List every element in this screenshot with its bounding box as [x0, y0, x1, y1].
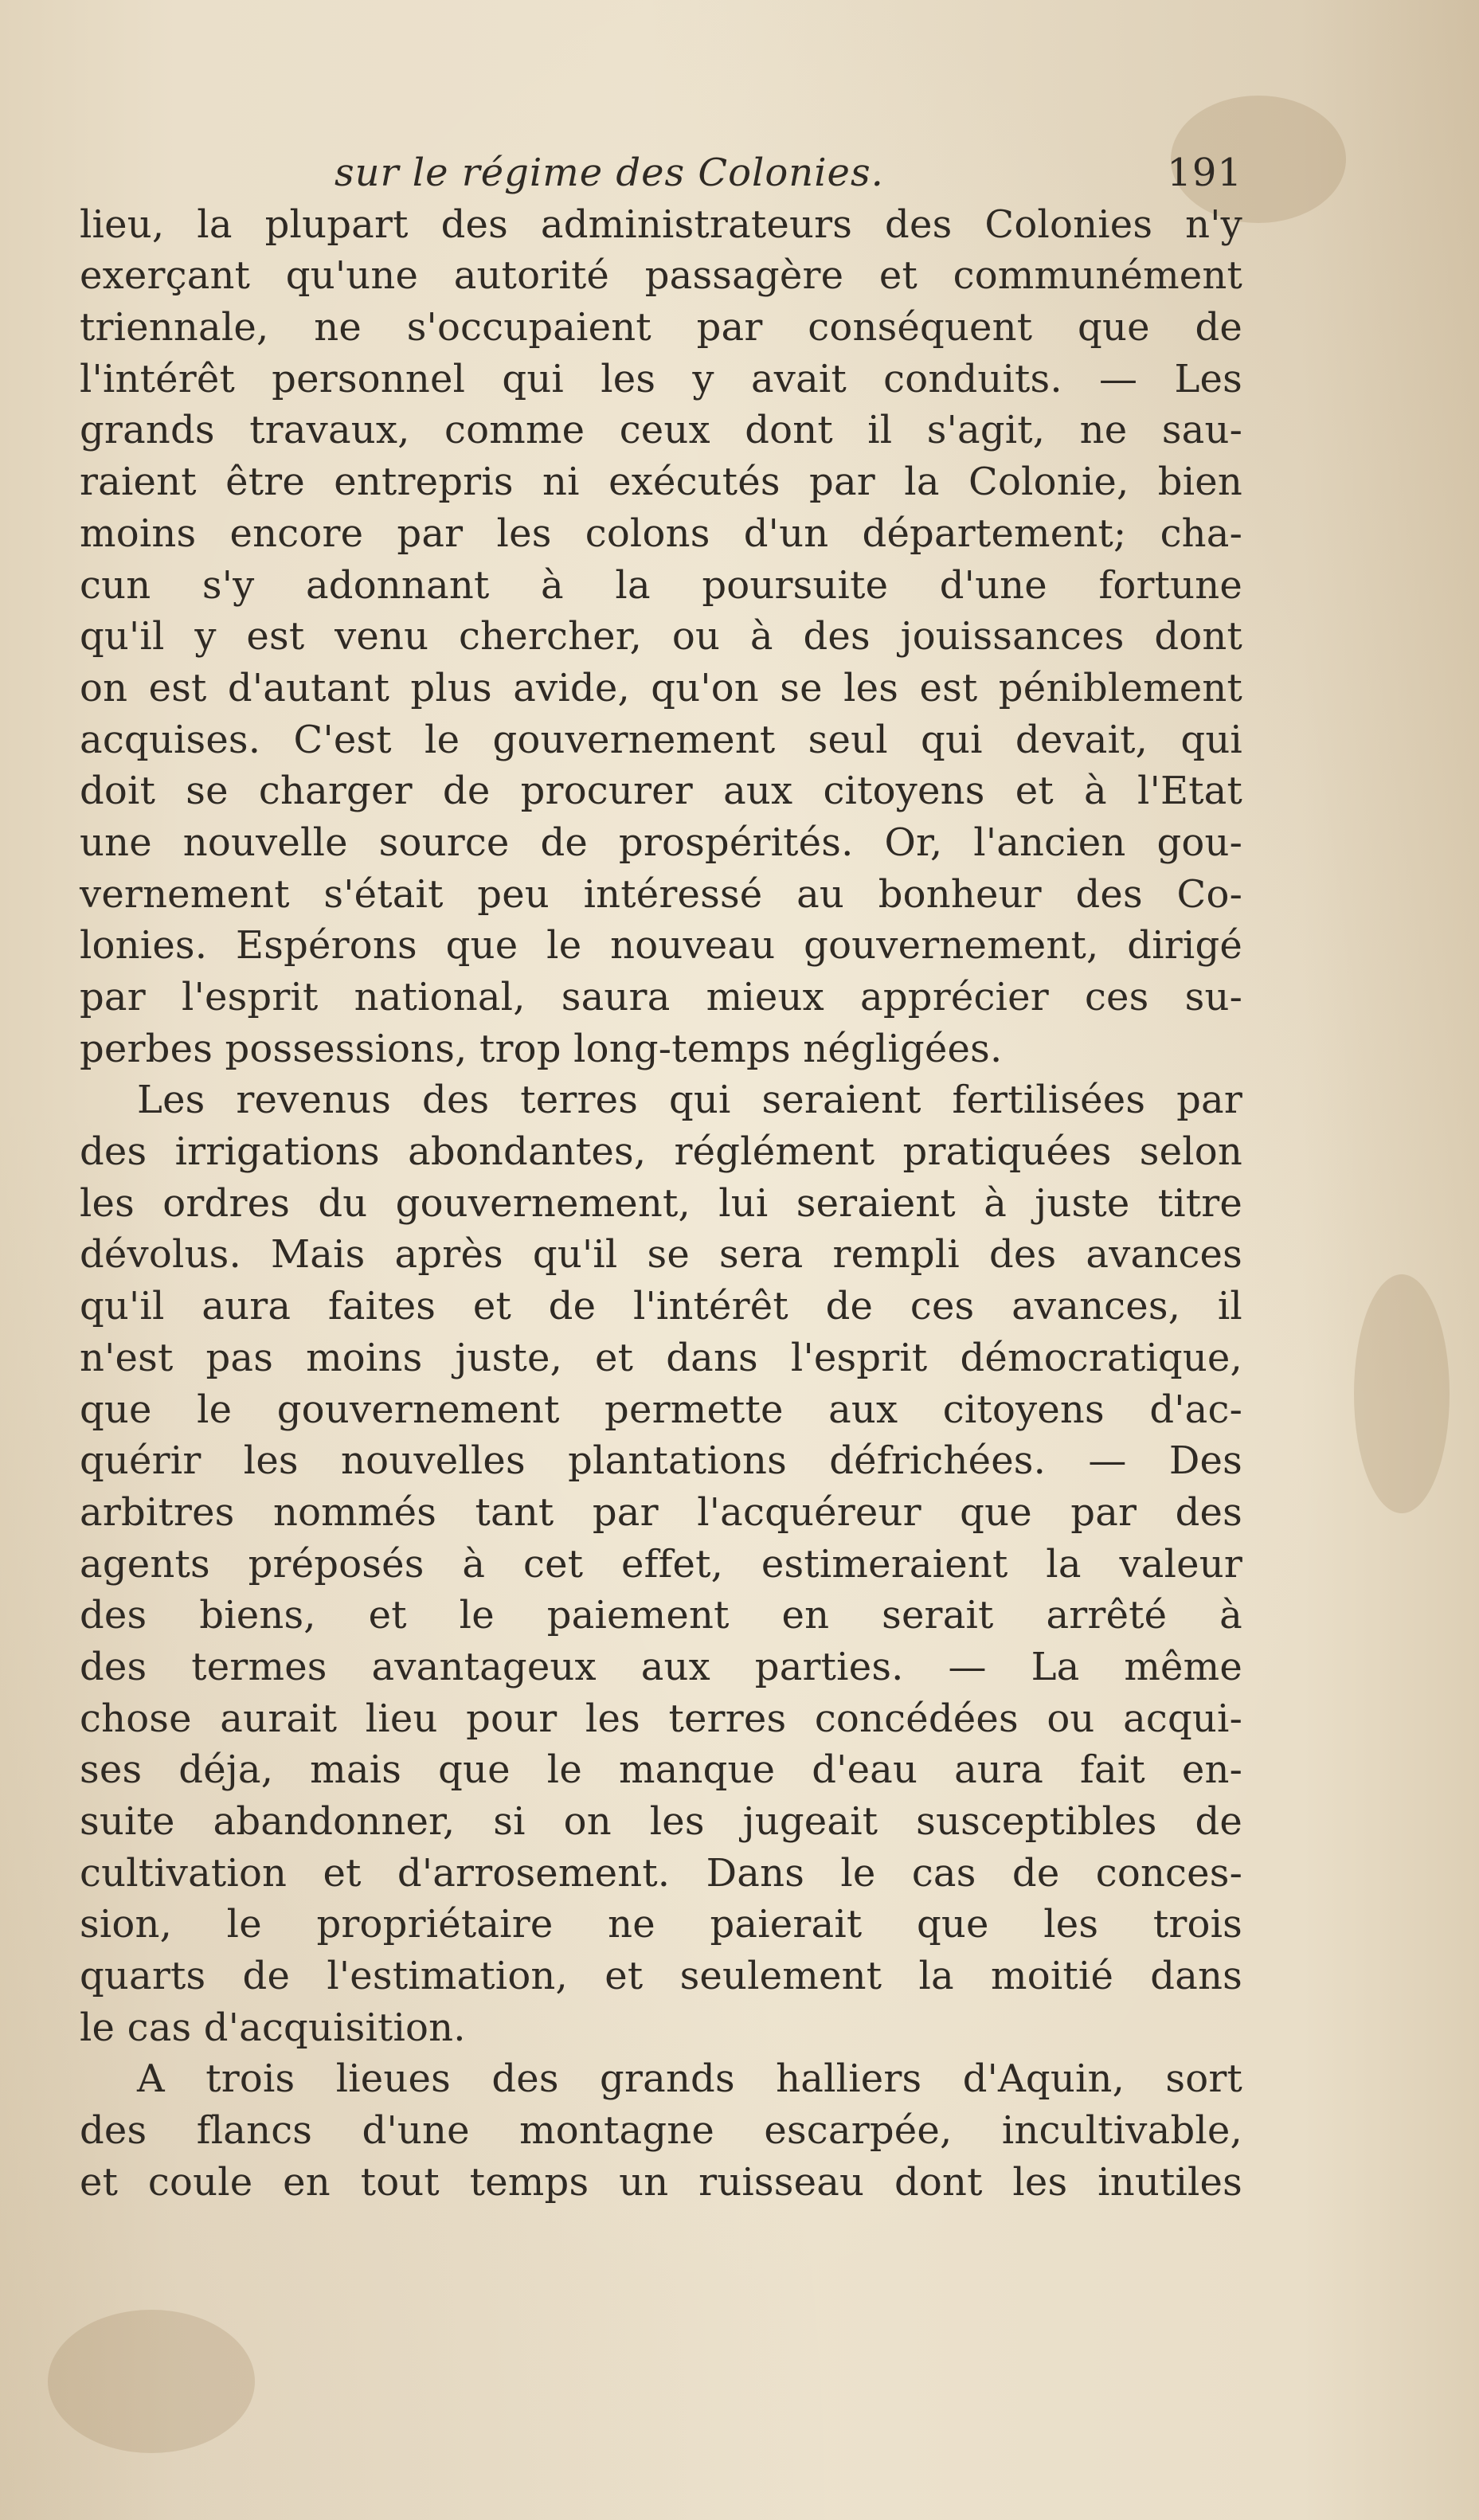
foxing-stain	[1354, 1274, 1450, 1513]
text-line: raient être entrepris ni exécutés par la Colonie, bien	[80, 460, 1242, 505]
text-line: exerçant qu'une autorité passagère et communément	[80, 253, 1242, 299]
text-line: ses déja, mais que le manque d'eau aura fait en-	[80, 1747, 1242, 1793]
text-line: agents préposés à cet effet, estimeraient la valeur	[80, 1541, 1242, 1587]
text-line: quérir les nouvelles plantations défrichées. — Des	[80, 1438, 1242, 1484]
text-line: Les revenus des terres qui seraient fertilisées par	[137, 1078, 1242, 1123]
text-line: par l'esprit national, saura mieux apprécier ces su-	[80, 975, 1242, 1019]
text-line: on est d'autant plus avide, qu'on se les est péniblement	[80, 665, 1242, 710]
running-title: sur le régime des Colonies.	[335, 151, 884, 195]
text-line: arbitres nommés tant par l'acquéreur que par des	[80, 1489, 1242, 1535]
text-line: qu'il aura faites et de l'intérêt de ces avances, il	[80, 1284, 1242, 1329]
text-line: lonies. Espérons que le nouveau gouvernement, dirigé	[80, 923, 1242, 968]
text-line: perbes possessions, trop long-temps négligées.	[80, 1026, 1003, 1071]
text-line: doit se charger de procurer aux citoyens et à l'Etat	[80, 769, 1242, 814]
paragraph	[80, 199, 1242, 1075]
text-line: les ordres du gouvernement, lui seraient à juste titre	[80, 1180, 1242, 1226]
text-line: des biens, et le paiement en serait arrêté à	[80, 1593, 1242, 1638]
text-line: moins encore par les colons d'un département; cha-	[80, 511, 1242, 556]
text-line: quarts de l'estimation, et seulement la moitié dans	[80, 1954, 1242, 1999]
foxing-stain	[48, 2310, 255, 2453]
text-line: n'est pas moins juste, et dans l'esprit démocratique,	[80, 1335, 1242, 1380]
text-line: des flancs d'une montagne escarpée, incultivable,	[80, 2108, 1242, 2154]
text-line: le cas d'acquisition.	[80, 2005, 466, 2050]
text-line: que le gouvernement permette aux citoyens d'ac-	[80, 1387, 1242, 1432]
text-line: suite abandonner, si on les jugeait susceptibles de	[80, 1799, 1242, 1844]
text-line: chose aurait lieu pour les terres concédées ou acqui-	[80, 1696, 1242, 1741]
text-line: A trois lieues des grands halliers d'Aquin, sort	[137, 2056, 1242, 2102]
text-line: qu'il y est venu chercher, ou à des jouissances dont	[80, 614, 1242, 659]
text-line: des irrigations abondantes, réglément pratiquées selon	[80, 1129, 1242, 1175]
text-line: des termes avantageux aux parties. — La même	[80, 1644, 1242, 1689]
paragraph	[80, 2053, 1242, 2208]
text-line: et coule en tout temps un ruisseau dont les inutiles	[80, 2159, 1242, 2205]
running-head	[80, 147, 1242, 199]
text-line: lieu, la plupart des administrateurs des Colonies n'y	[80, 202, 1242, 247]
text-line: cultivation et d'arrosement. Dans le cas de conces-	[80, 1850, 1242, 1896]
text-line: cun s'y adonnant à la poursuite d'une fortune	[80, 562, 1242, 608]
page-number: 191	[1167, 151, 1242, 195]
paragraph	[80, 1074, 1242, 2053]
text-line: sion, le propriétaire ne paierait que les trois	[80, 1902, 1242, 1947]
text-line: acquises. C'est le gouvernement seul qui devait, qui	[80, 717, 1242, 762]
text-line: une nouvelle source de prospérités. Or, l'ancien gou-	[80, 820, 1242, 865]
text-line: l'intérêt personnel qui les y avait conduits. — Les	[80, 356, 1242, 401]
page-text	[80, 147, 1242, 2209]
text-line: grands travaux, comme ceux dont il s'agit, ne sau-	[80, 408, 1242, 453]
text-line: triennale, ne s'occupaient par conséquent que de	[80, 305, 1242, 350]
text-line: vernement s'était peu intéressé au bonheur des Co-	[80, 871, 1242, 917]
text-line: dévolus. Mais après qu'il se sera rempli des avances	[80, 1232, 1242, 1278]
